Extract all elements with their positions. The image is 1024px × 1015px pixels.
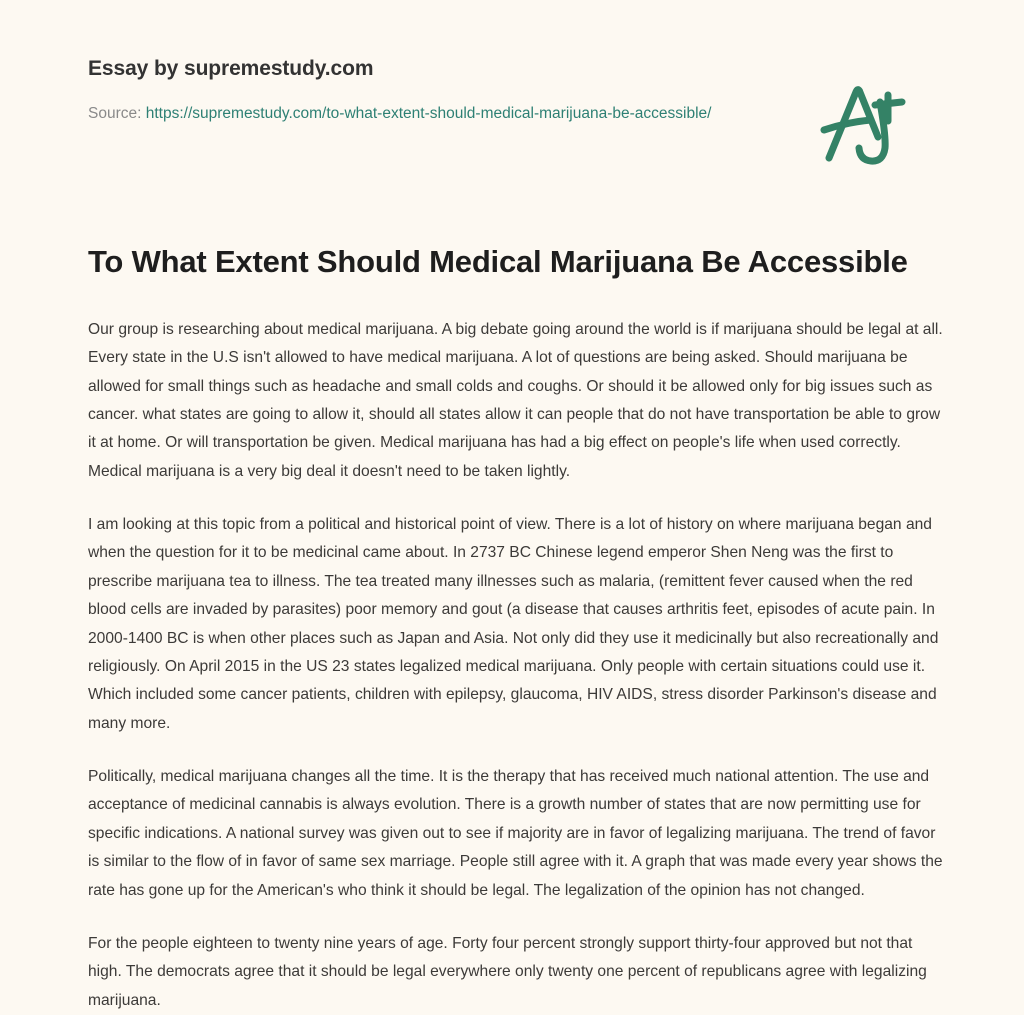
essay-attribution: Essay by supremestudy.com [88, 57, 374, 80]
article [88, 243, 948, 1015]
page-header [0, 0, 1024, 200]
source-url-link[interactable]: https://supremestudy.com/to-what-extent-should-medical-marijuana-be-accessible/ [145, 105, 712, 123]
article-paragraph: Politically, medical marijuana changes all the time. It is the therapy that has received much national attention. The use and acceptance of medicinal cannabis is always evolution. There is a growth number of states that are now permitting use for specific indications. A national survey was given out to see if majority are in favor of legalizing marijuana. The trend of favor is similar to the flow of in favor of same sex marriage. People still agree with it. A graph that was made every year shows the rate has gone up for the American's who think it should be legal. The legalization of the opinion has not changed. [88, 768, 943, 899]
a-plus-logo-icon [812, 74, 924, 170]
header-text-block [88, 56, 728, 127]
source-line [88, 102, 728, 127]
article-paragraph: For the people eighteen to twenty nine years of age. Forty four percent strongly support thirty-four approved but not that high. The democrats agree that it should be legal everywhere only twenty one percent of republicans agree with legalizing marijuana. [88, 934, 927, 1009]
article-paragraph: I am looking at this topic from a political and historical point of view. There is a lot of history on where marijuana began and when the question for it to be medicinal came about. In 2737 BC Chinese legend emperor Shen Neng was the first to prescribe marijuana tea to illness. The tea treated many illnesses such as malaria, (remittent fever caused when the red blood cells are invaded by parasites) poor memory and gout (a disease that causes arthritis feet, episodes of acute pain. In 2000-1400 BC is when other places such as Japan and Asia. Not only did they use it medicinally but also recreationally and religiously. On April 2015 in the US 23 states legalized medical marijuana. Only people with certain situations could use it. Which included some cancer patients, children with epilepsy, glaucoma, HIV AIDS, stress disorder Parkinson's disease and many more. [88, 516, 939, 732]
page-title: To What Extent Should Medical Marijuana Be Accessible [88, 244, 908, 279]
source-label: Source: [88, 105, 146, 123]
article-body [88, 316, 948, 1015]
article-paragraph: Our group is researching about medical marijuana. A big debate going around the world is if marijuana should be legal at all. Every state in the U.S isn't allowed to have medical marijuana. A lot of questions are being asked. Should marijuana be allowed for small things such as headache and small colds and coughs. Or should it be allowed only for big issues such as cancer. what states are going to allow it, should all states allow it can people that do not have transportation be able to grow it at home. Or will transportation be given. Medical marijuana has had a big effect on people's life when used correctly. Medical marijuana is a very big deal it doesn't need to be taken lightly. [88, 320, 943, 480]
